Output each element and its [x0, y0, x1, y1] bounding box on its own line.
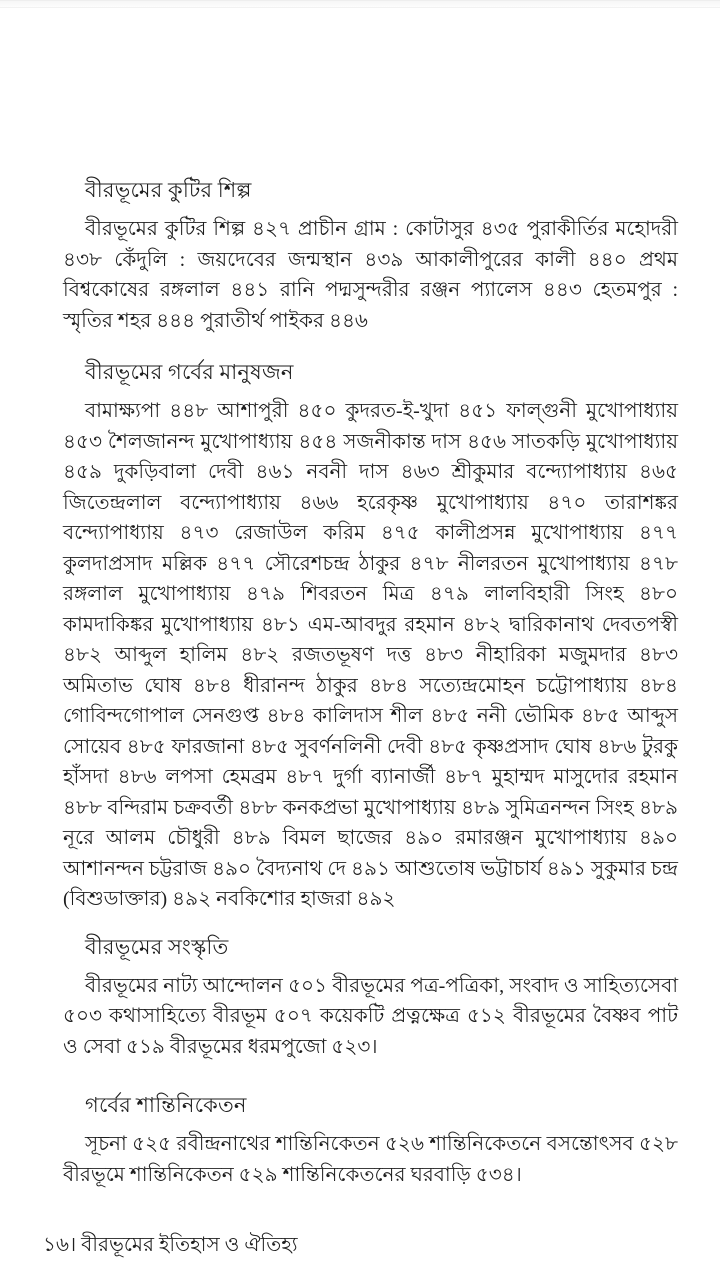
scan-artifact-top-edge	[0, 0, 720, 8]
section-notable-people	[63, 358, 678, 915]
section-culture	[63, 933, 678, 1063]
contents-listing	[0, 176, 720, 1190]
section-heading: বীরভূমের গর্বের মানুষজন	[85, 360, 294, 384]
section-heading: বীরভূমের কুটির শিল্প	[85, 178, 252, 202]
section-heading: বীরভূমের সংস্কৃতি	[85, 934, 229, 959]
section-entries: সূচনা ৫২৫ রবীন্দ্রনাথের শান্তিনিকেতন ৫২৬ শান্তিনিকেতনে বসন্তোৎসব ৫২৮ বীরভূমে শান্তিনিকেতন ৫২৯ শান্তিনিকেতনের ঘরবাড়ি ৫৩৪।	[63, 1133, 678, 1186]
section-entries: বীরভূমের কুটির শিল্প ৪২৭ প্রাচীন গ্রাম : কোটাসুর ৪৩৫ পুরাকীর্তির মহোদরী ৪৩৮ কেঁদুলি : জয়দেবের জন্মস্থান ৪৩৯ আকালীপুরের কালী ৪৪০ প্রথম বিশ্বকোষের রঙ্গলাল ৪৪১ রানি পদ্মসুন্দরীর রঞ্জন প্যালেস ৪৪৩ হেতমপুর : স্মৃতির শহর ৪৪৪ পুরাতীর্থ পাইকর ৪৪৬	[63, 218, 678, 332]
section-entries: বীরভূমের নাট্য আন্দোলন ৫০১ বীরভূমের পত্র-পত্রিকা, সংবাদ ও সাহিত্যসেবা ৫০৩ কথাসাহিত্যে বীরভূম ৫০৭ কয়েকটি প্রত্নক্ষেত্র ৫১২ বীরভূমের বৈষ্ণব পাট ও সেবা ৫১৯ বীরভূমের ধরমপুজো ৫২৩।	[63, 974, 678, 1058]
section-heading: গর্বের শান্তিনিকেতন	[85, 1093, 247, 1117]
page-footer-running-title: ১৬। বীরভূমের ইতিহাস ও ঐতিহ্য	[43, 1234, 298, 1256]
section-santiniketan	[63, 1091, 678, 1190]
section-entries: বামাক্ষ্যপা ৪৪৮ আশাপুরী ৪৫০ কুদরত-ই-খুদা ৪৫১ ফাল্গুনী মুখোপাধ্যায় ৪৫৩ শৈলজানন্দ মুখোপাধ্যায় ৪৫৪ সজনীকান্ত দাস ৪৫৬ সাতকড়ি মুখোপাধ্যায় ৪৫৯ দুকড়িবালা দেবী ৪৬১ নবনী দাস ৪৬৩ শ্রীকুমার বন্দ্যোপাধ্যায় ৪৬৫ জিতেন্দ্রলাল বন্দ্যোপাধ্যায় ৪৬৬ হরেকৃষ্ণ মুখোপাধ্যায় ৪৭০ তারাশঙ্কর বন্দ্যোপাধ্যায় ৪৭৩ রেজাউল করিম ৪৭৫ কালীপ্রসন্ন মুখোপাধ্যায় ৪৭৭ কুলদাপ্রসাদ মল্লিক ৪৭৭ সৌরেশচন্দ্র ঠাকুর ৪৭৮ নীলরতন মুখোপাধ্যায় ৪৭৮ রঙ্গলাল মুখোপাধ্যায় ৪৭৯ শিবরতন মিত্র ৪৭৯ লালবিহারী সিংহ ৪৮০ কামদাকিঙ্কর মুখোপাধ্যায় ৪৮১ এম-আবদুর রহমান ৪৮২ দ্বারিকানাথ দেবতপস্বী ৪৮২ আব্দুল হালিম ৪৮২ রজতভূষণ দত্ত ৪৮৩ নীহারিকা মজুমদার ৪৮৩ অমিতাভ ঘোষ ৪৮৪ ধীরানন্দ ঠাকুর ৪৮৪ সত্যেন্দ্রমোহন চট্টোপাধ্যায় ৪৮৪ গোবিন্দগোপাল সেনগুপ্ত ৪৮৪ কালিদাস শীল ৪৮৫ ননী ভৌমিক ৪৮৫ আব্দুস সোয়েব ৪৮৫ ফারজানা ৪৮৫ সুবর্ণনলিনী দেবী ৪৮৫ কৃষ্ণপ্রসাদ ঘোষ ৪৮৬ টুরকু হাঁসদা ৪৮৬ লপসা হেমব্রম ৪৮৭ দুর্গা ব্যানার্জী ৪৮৭ মুহাম্মদ মাসুদোর রহমান ৪৮৮ বন্দিরাম চক্রবর্তী ৪৮৮ কনকপ্রভা মুখোপাধ্যায় ৪৮৯ সুমিত্রনন্দন সিংহ ৪৮৯ নূরে আলম চৌধুরী ৪৮৯ বিমল ছাজের ৪৯০ রমারঞ্জন মুখোপাধ্যায় ৪৯০ আশানন্দন চট্টরাজ ৪৯০ বৈদ্যনাথ দে ৪৯১ আশুতোষ ভট্টাচার্য ৪৯১ সুকুমার চন্দ্র (বিশুডাক্তার) ৪৯২ নবকিশোর হাজরা ৪৯২	[63, 400, 678, 910]
section-cottage-industry	[63, 176, 678, 336]
